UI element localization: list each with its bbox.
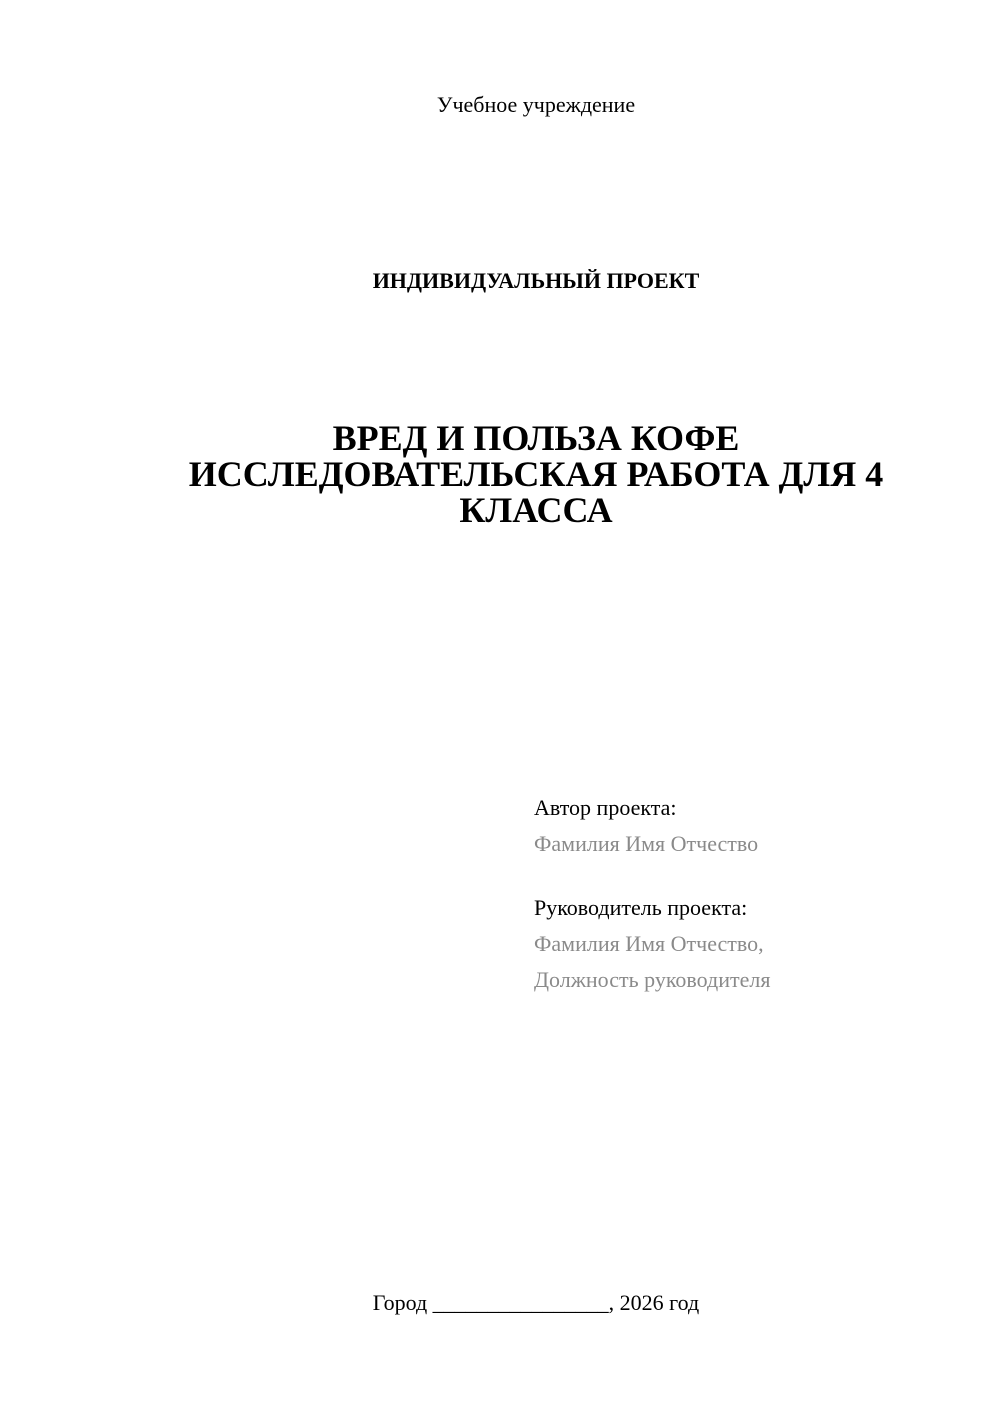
project-title-line-2: ИССЛЕДОВАТЕЛЬСКАЯ РАБОТА ДЛЯ 4 xyxy=(188,454,884,494)
credits-block xyxy=(534,790,974,998)
author-name: Фамилия Имя Отчество xyxy=(534,831,759,856)
project-title xyxy=(150,420,922,528)
project-title-line-1: ВРЕД И ПОЛЬЗА КОФЕ xyxy=(332,418,740,458)
author-label: Автор проекта: xyxy=(534,795,677,820)
project-title-line-3: КЛАССА xyxy=(459,490,613,530)
supervisor-name: Фамилия Имя Отчество, xyxy=(534,931,764,956)
project-type-heading: ИНДИВИДУАЛЬНЫЙ ПРОЕКТ xyxy=(372,268,700,293)
supervisor-label: Руководитель проекта: xyxy=(534,895,748,920)
supervisor-position: Должность руководителя xyxy=(534,967,771,992)
institution-name: Учебное учреждение xyxy=(436,92,636,117)
credits-spacer xyxy=(534,862,974,890)
city-year-line: Город ________________, 2026 год xyxy=(372,1290,700,1315)
